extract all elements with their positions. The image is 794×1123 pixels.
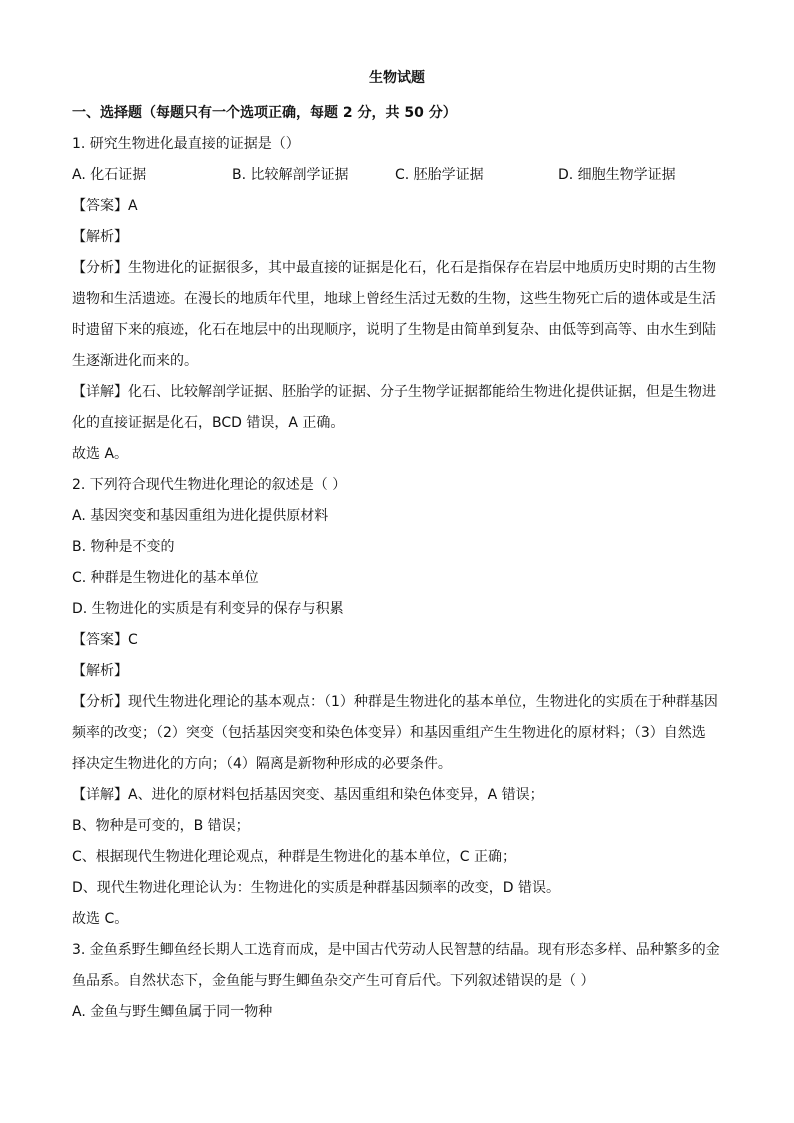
document-title: 生物试题 xyxy=(369,70,425,86)
question-2-option-a: A. 基因突变和基因重组为进化提供原材料 xyxy=(72,508,329,524)
question-1-options xyxy=(72,160,722,191)
question-1-conclusion: 故选 A。 xyxy=(72,446,129,462)
question-2-fenxi-line: 频率的改变；（2）突变（包括基因突变和染色体变异）和基因重组产生生物进化的原材料；（3）自然选 xyxy=(72,725,706,741)
question-2-xiangjie-line: 【详解】A、进化的原材料包括基因突变、基因重组和染色体变异，A 错误； xyxy=(72,787,544,803)
question-2-answer: 【答案】C xyxy=(72,632,138,648)
question-3-stem-line: 3. 金鱼系野生鲫鱼经长期人工选育而成，是中国古代劳动人民智慧的结晶。现有形态多样、品种繁多的金 xyxy=(72,942,720,958)
question-1-stem: 1. 研究生物进化最直接的证据是（） xyxy=(72,136,300,152)
question-1-fenxi-line: 时遗留下来的痕迹，化石在地层中的出现顺序，说明了生物是由简单到复杂、由低等到高等、由水生到陆 xyxy=(72,322,716,338)
question-3-stem-line: 鱼品系。自然状态下，金鱼能与野生鲫鱼杂交产生可育后代。下列叙述错误的是（ ） xyxy=(72,973,595,989)
question-1-answer: 【答案】A xyxy=(72,198,138,214)
question-1-fenxi-line: 生逐渐进化而来的。 xyxy=(72,353,198,369)
question-1-xiangjie-line: 化的直接证据是化石，BCD 错误，A 正确。 xyxy=(72,415,345,431)
option-d: D. 细胞生物学证据 xyxy=(558,167,676,183)
question-2-xiangjie-line: D、现代生物进化理论认为：生物进化的实质是种群基因频率的改变，D 错误。 xyxy=(72,880,561,896)
document-page xyxy=(72,62,722,1028)
question-2-conclusion: 故选 C。 xyxy=(72,911,129,927)
question-1-analysis-label: 【解析】 xyxy=(72,229,128,245)
section-header: 一、选择题（每题只有一个选项正确，每题 2 分，共 50 分） xyxy=(72,105,457,121)
question-2-option-d: D. 生物进化的实质是有利变异的保存与积累 xyxy=(72,601,344,617)
question-1-fenxi-line: 遗物和生活遗迹。在漫长的地质年代里，地球上曾经生活过无数的生物，这些生物死亡后的遗体或是生活 xyxy=(72,291,716,307)
question-1-fenxi-line: 【分析】生物进化的证据很多，其中最直接的证据是化石，化石是指保存在岩层中地质历史时期的古生物 xyxy=(72,260,716,276)
option-b: B. 比较解剖学证据 xyxy=(232,167,349,183)
question-3-option-a: A. 金鱼与野生鲫鱼属于同一物种 xyxy=(72,1004,273,1020)
question-2-stem: 2. 下列符合现代生物进化理论的叙述是（ ） xyxy=(72,477,347,493)
question-2-xiangjie-line: B、物种是可变的，B 错误； xyxy=(72,818,250,834)
question-2-option-c: C. 种群是生物进化的基本单位 xyxy=(72,570,259,586)
question-2-xiangjie-line: C、根据现代生物进化理论观点，种群是生物进化的基本单位，C 正确； xyxy=(72,849,516,865)
question-2-analysis-label: 【解析】 xyxy=(72,663,128,679)
option-a: A. 化石证据 xyxy=(72,167,147,183)
question-2-option-b: B. 物种是不变的 xyxy=(72,539,175,555)
question-2-fenxi-line: 【分析】现代生物进化理论的基本观点：（1）种群是生物进化的基本单位，生物进化的实质在于种群基因 xyxy=(72,694,718,710)
question-2-fenxi-line: 择决定生物进化的方向；（4）隔离是新物种形成的必要条件。 xyxy=(72,756,452,772)
question-1-xiangjie-line: 【详解】化石、比较解剖学证据、胚胎学的证据、分子生物学证据都能给生物进化提供证据，但是生物进 xyxy=(72,384,716,400)
option-c: C. 胚胎学证据 xyxy=(395,167,484,183)
